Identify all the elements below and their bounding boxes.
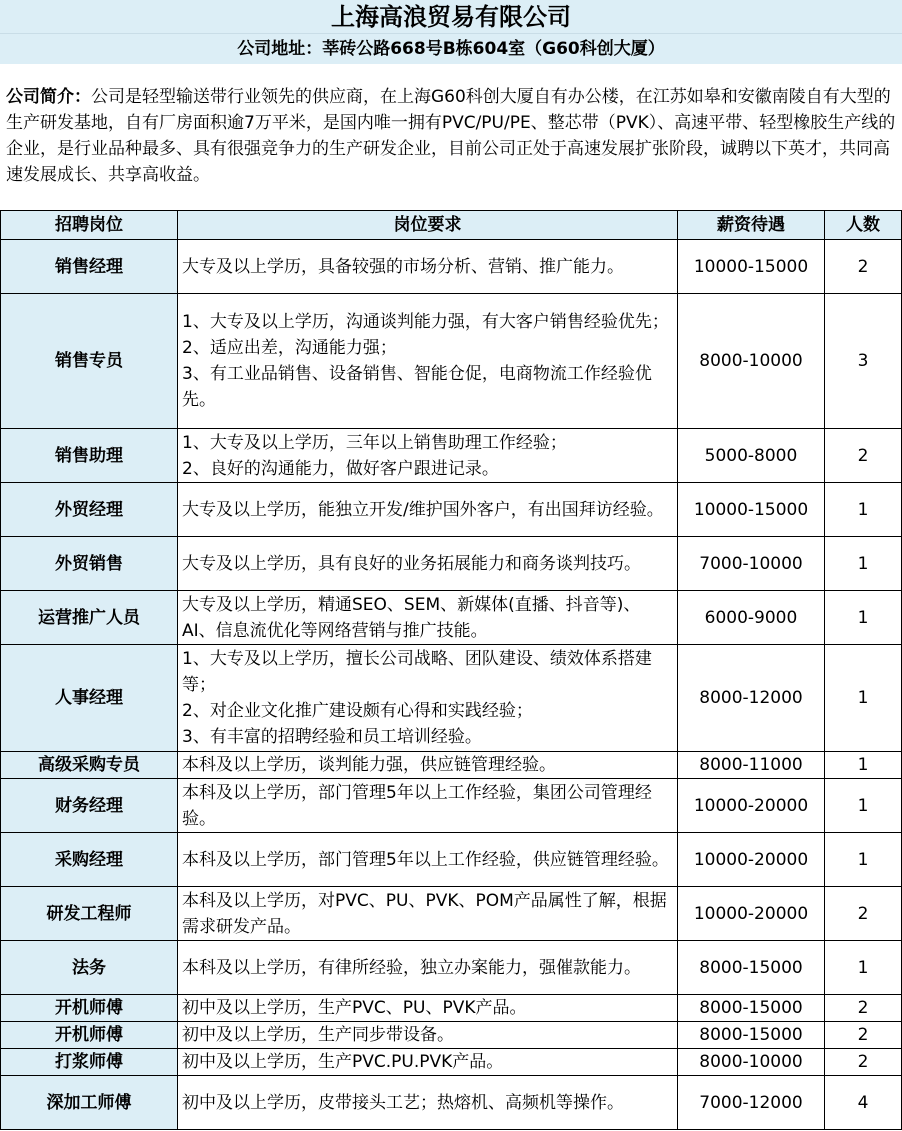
job-requirement [178, 240, 678, 294]
job-position: 深加工师傅 [1, 1076, 178, 1130]
job-salary: 8000-12000 [678, 645, 825, 752]
job-position: 法务 [1, 941, 178, 995]
requirement-line: 1、大专及以上学历，三年以上销售助理工作经验； [182, 432, 567, 453]
job-requirement [178, 1076, 678, 1130]
job-salary: 7000-10000 [678, 537, 825, 591]
job-salary: 6000-9000 [678, 591, 825, 645]
requirement-line: 2、良好的沟通能力，做好客户跟进记录。 [182, 458, 499, 479]
job-count: 1 [825, 591, 902, 645]
table-row [1, 429, 902, 483]
job-position: 采购经理 [1, 833, 178, 887]
job-requirement [178, 1049, 678, 1076]
requirement-line: 本科及以上学历，部门管理5年以上工作经验，供应链管理经验。 [182, 849, 669, 870]
company-title: 上海高浪贸易有限公司 [0, 0, 902, 33]
job-requirement [178, 294, 678, 429]
job-salary: 7000-12000 [678, 1076, 825, 1130]
job-position: 外贸销售 [1, 537, 178, 591]
requirement-line: 3、有工业品销售、设备销售、智能仓促，电商物流工作经验优先。 [182, 364, 652, 410]
job-count: 1 [825, 752, 902, 779]
job-requirement [178, 995, 678, 1022]
requirement-line: 初中及以上学历，皮带接头工艺；热熔机、高频机等操作。 [182, 1092, 624, 1113]
company-intro [6, 84, 898, 188]
job-position: 销售专员 [1, 294, 178, 429]
job-requirement [178, 591, 678, 645]
requirement-line: 初中及以上学历，生产PVC、PU、PVK产品。 [182, 998, 527, 1018]
job-requirement [178, 429, 678, 483]
table-row [1, 833, 902, 887]
table-header-row [1, 211, 902, 240]
header-position: 招聘岗位 [1, 211, 178, 240]
job-position: 销售助理 [1, 429, 178, 483]
requirement-line: 初中及以上学历，生产同步带设备。 [182, 1025, 454, 1045]
job-salary: 8000-10000 [678, 1049, 825, 1076]
job-requirement [178, 752, 678, 779]
table-row [1, 1022, 902, 1049]
recruitment-table [0, 210, 902, 1130]
requirement-line: 本科及以上学历，谈判能力强，供应链管理经验。 [182, 755, 556, 775]
job-position: 财务经理 [1, 779, 178, 833]
table-row [1, 645, 902, 752]
job-salary: 10000-15000 [678, 240, 825, 294]
job-salary: 8000-15000 [678, 1022, 825, 1049]
job-salary: 5000-8000 [678, 429, 825, 483]
job-count: 1 [825, 833, 902, 887]
job-count: 2 [825, 995, 902, 1022]
job-count: 2 [825, 429, 902, 483]
job-position: 外贸经理 [1, 483, 178, 537]
job-salary: 8000-11000 [678, 752, 825, 779]
job-requirement [178, 645, 678, 752]
table-row [1, 591, 902, 645]
job-position: 研发工程师 [1, 887, 178, 941]
job-salary: 8000-15000 [678, 941, 825, 995]
job-position: 开机师傅 [1, 1022, 178, 1049]
job-count: 1 [825, 645, 902, 752]
job-position: 开机师傅 [1, 995, 178, 1022]
job-count: 1 [825, 537, 902, 591]
table-row [1, 752, 902, 779]
job-requirement [178, 483, 678, 537]
job-salary: 10000-20000 [678, 887, 825, 941]
requirement-line: 大专及以上学历，具有良好的业务拓展能力和商务谈判技巧。 [182, 553, 641, 574]
job-position: 人事经理 [1, 645, 178, 752]
job-requirement [178, 887, 678, 941]
job-salary: 10000-20000 [678, 833, 825, 887]
job-requirement [178, 941, 678, 995]
job-salary: 8000-10000 [678, 294, 825, 429]
table-row [1, 294, 902, 429]
table-row [1, 240, 902, 294]
table-row [1, 779, 902, 833]
job-requirement [178, 833, 678, 887]
job-position: 打浆师傅 [1, 1049, 178, 1076]
header-salary: 薪资待遇 [678, 211, 825, 240]
company-address: 公司地址：莘砖公路668号B栋604室（G60科创大厦） [0, 33, 902, 64]
job-position: 运营推广人员 [1, 591, 178, 645]
header-count: 人数 [825, 211, 902, 240]
requirement-line: 3、有丰富的招聘经验和员工培训经验。 [182, 727, 482, 747]
job-position: 销售经理 [1, 240, 178, 294]
job-count: 1 [825, 483, 902, 537]
requirement-line: 1、大专及以上学历，沟通谈判能力强，有大客户销售经验优先； [182, 312, 669, 332]
table-row [1, 995, 902, 1022]
intro-label: 公司简介： [6, 87, 91, 107]
job-position: 高级采购专员 [1, 752, 178, 779]
table-row [1, 887, 902, 941]
job-requirement [178, 779, 678, 833]
job-salary: 8000-15000 [678, 995, 825, 1022]
requirement-line: 1、大专及以上学历，擅长公司战略、团队建设、绩效体系搭建等； [182, 649, 652, 695]
job-salary: 10000-20000 [678, 779, 825, 833]
requirement-line: 初中及以上学历，生产PVC.PU.PVK产品。 [182, 1052, 504, 1072]
job-count: 4 [825, 1076, 902, 1130]
job-count: 2 [825, 240, 902, 294]
requirement-line: 本科及以上学历，部门管理5年以上工作经验，集团公司管理经验。 [182, 782, 652, 829]
table-row [1, 1076, 902, 1130]
job-salary: 10000-15000 [678, 483, 825, 537]
table-body [1, 240, 902, 1130]
requirement-line: 大专及以上学历，精通SEO、SEM、新媒体(直播、抖音等)、AI、信息流优化等网络营销与推广技能。 [182, 594, 641, 641]
requirement-line: 2、适应出差，沟通能力强； [182, 338, 397, 358]
table-row [1, 941, 902, 995]
header-requirement: 岗位要求 [178, 211, 678, 240]
job-count: 1 [825, 941, 902, 995]
table-row [1, 537, 902, 591]
requirement-line: 2、对企业文化推广建设颇有心得和实践经验； [182, 701, 533, 721]
requirement-line: 本科及以上学历，对PVC、PU、PVK、POM产品属性了解，根据需求研发产品。 [182, 890, 667, 937]
job-count: 3 [825, 294, 902, 429]
requirement-line: 大专及以上学历，具备较强的市场分析、营销、推广能力。 [182, 256, 624, 277]
table-row [1, 1049, 902, 1076]
job-count: 2 [825, 1049, 902, 1076]
intro-text: 公司是轻型输送带行业领先的供应商，在上海G60科创大厦自有办公楼，在江苏如皋和安徽南陵自有大型的生产研发基地，自有厂房面积逾7万平米，是国内唯一拥有PVC/PU/PE、整芯带（PVK）、高速平带、轻型橡胶生产线的企业，是行业品种最多、具有很强竞争力的生产研发企业，目前公司正处于高速发展扩张阶段，诚聘以下英才，共同高速发展成长、共享高收益。 [6, 87, 896, 185]
requirement-line: 本科及以上学历，有律所经验，独立办案能力，强催款能力。 [182, 957, 641, 978]
job-count: 2 [825, 1022, 902, 1049]
job-count: 2 [825, 887, 902, 941]
requirement-line: 大专及以上学历，能独立开发/维护国外客户，有出国拜访经验。 [182, 499, 664, 520]
table-row [1, 483, 902, 537]
job-requirement [178, 537, 678, 591]
job-requirement [178, 1022, 678, 1049]
job-count: 1 [825, 779, 902, 833]
